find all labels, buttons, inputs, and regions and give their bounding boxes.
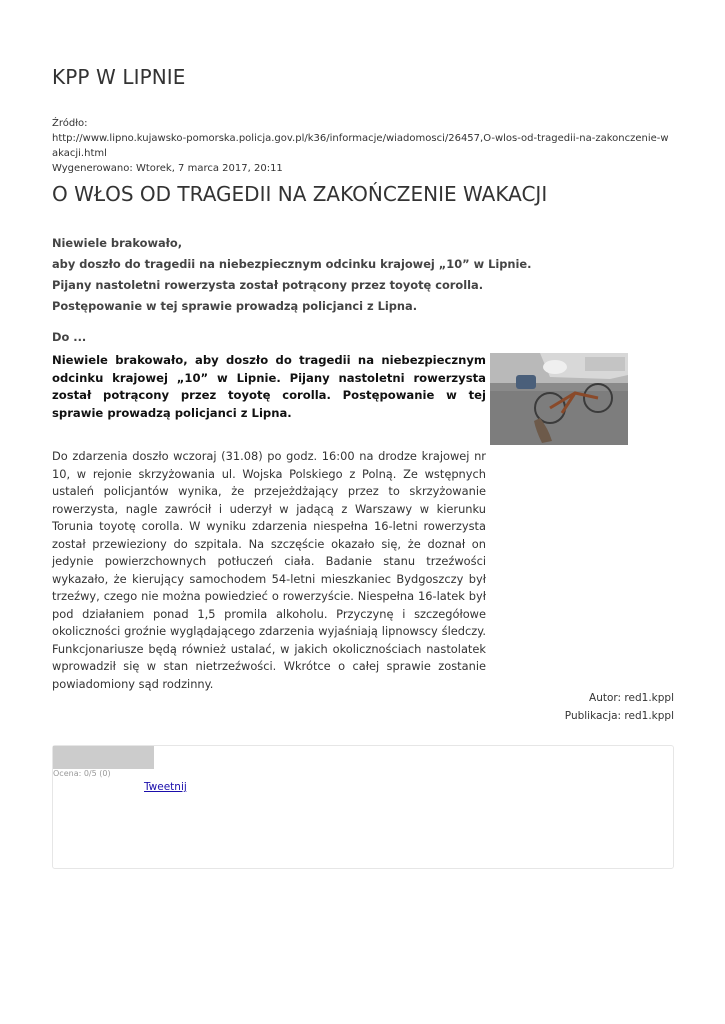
site-title: KPP W LIPNIE [52,65,186,89]
read-more: Do ... [52,330,87,344]
publication: Publikacja: red1.kppl [564,710,674,722]
document-meta [52,116,674,176]
author: Autor: red1.kppl [589,692,674,704]
article-credits [565,689,674,725]
lead-first-line: Niewiele brakowało, [52,236,183,250]
lead-rest: aby doszło do tragedii na niebezpiecznym odcinku krajowej „10” w Lipnie. Pijany nastoletni rowerzysta został potrącony przez toyotę corolla. Postępowanie w tej sprawie prowadzą policjanci z Lipna. [52,257,532,313]
tweet-link[interactable]: Tweetnij [144,781,187,793]
photo-bicycle-accident [490,353,628,445]
article-photo [490,353,628,445]
source-url[interactable]: http://www.lipno.kujawsko-pomorska.policja.gov.pl/k36/informacje/wiadomosci/26457,O-wlos-od-tragedii-na-zakonczenie-wakacji.html [52,133,669,159]
rating-bar[interactable] [53,746,154,769]
generated-date: Wygenerowano: Wtorek, 7 marca 2017, 20:11 [52,163,283,174]
article-intro: Niewiele brakowało, aby doszło do tragedii na niebezpiecznym odcinku krajowej „10” w Lipnie. Pijany nastoletni rowerzysta został potrącony przez toyotę corolla. Postępowanie w tej sprawie prowadzą policjanci z Lipna. [52,353,486,420]
article-body: Do zdarzenia doszło wczoraj (31.08) po godz. 16:00 na drodze krajowej nr 10, w rejonie skrzyżowania ul. Wojska Polskiego z Polną. Ze wstępnych ustaleń policjantów wynika, że przejeżdżający przez to skrzyżowanie rowerzysta, nagle zawrócił i uderzył w jadącą z Warszawy w kierunku Torunia toyotę corolla. W wyniku zdarzenia niespełna 16-letni rowerzysta został przewieziony do szpitala. Na szczęście okazało się, że doznał on jedynie powierzchownych potłuczeń ciała. Badanie stanu trzeźwości wykazało, że kierujący samochodem 54-letni mieszkaniec Bydgoszczy był trzeźwy, czego nie można powiedzieć o rowerzyście. Niespełna 16-latek był pod działaniem ponad 1,5 promila alkoholu. Przyczynę i szczegółowe okoliczności groźnie wyglądającego zdarzenia wyjaśniają lipnowscy śledczy. Funkcjonariusze będą również ustalać, w jakich okolicznościach nastolatek wprowadził się w stan nietrzeźwości. Wkrótce o całej sprawie zostanie powiadomiony sąd rodzinny. [52,449,486,691]
rating-text: Ocena: 0/5 (0) [53,769,111,778]
article-lead [52,233,552,317]
article-title: O WŁOS OD TRAGEDII NA ZAKOŃCZENIE WAKACJI [52,182,548,206]
social-widget [52,745,674,869]
source-label: Źródło: [52,118,88,129]
